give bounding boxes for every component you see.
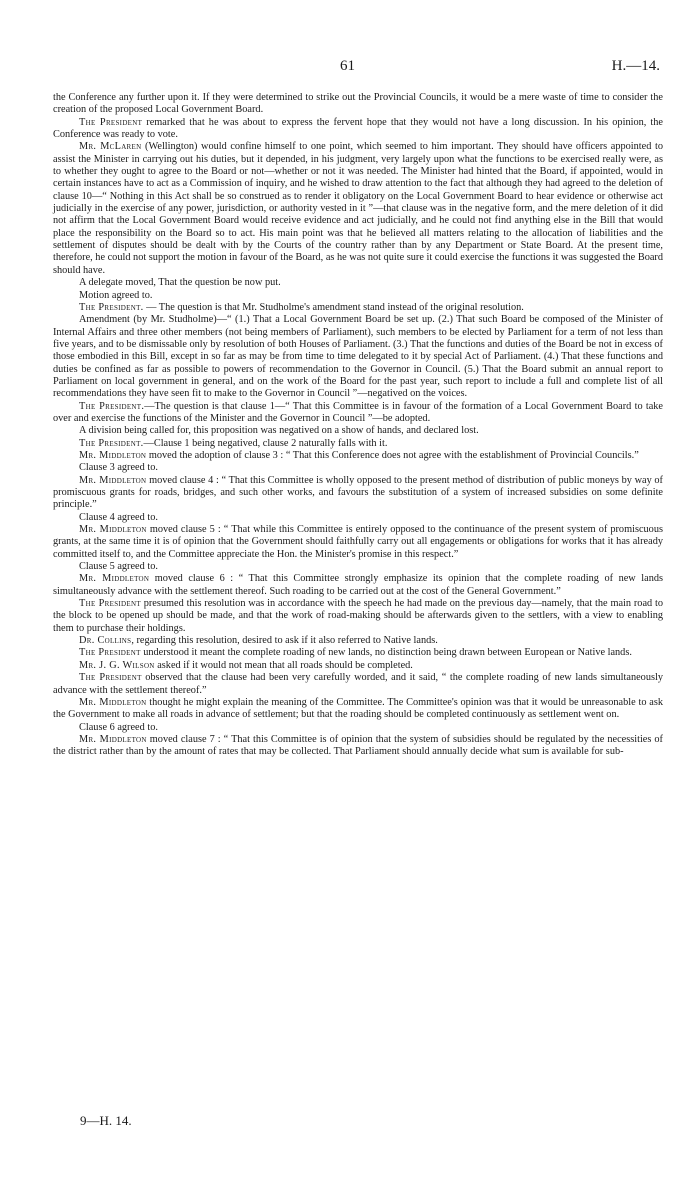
paragraph — [53, 635, 663, 647]
paragraph — [53, 512, 663, 524]
speaker-name: The President — [79, 116, 143, 128]
paragraph-text: the Conference any further upon it. If they were determined to strike out the Provincial Councils, it would be a mere waste of time to consider the creation of the proposed Local Government Board. — [53, 92, 663, 116]
paragraph — [53, 92, 663, 117]
paragraph — [53, 450, 663, 462]
paragraph-text: —Clause 1 being negatived, clause 2 naturally falls with it. — [143, 437, 388, 449]
paragraph-text: moved clause 7 : “ That this Committee is of opinion that the system of subsidies should be regulated by the necessities of the district rather than by the amount of rates that may be collected. That Parliament should annually decide what sum is available for sub- — [53, 733, 663, 758]
paragraph — [53, 475, 663, 512]
speaker-name: The President. — [79, 301, 144, 313]
paragraph — [53, 117, 663, 142]
paragraph — [53, 598, 663, 635]
paragraph — [53, 314, 663, 400]
paragraph — [53, 672, 663, 697]
paragraph — [53, 722, 663, 734]
paragraph-text: —The question is that clause 1—“ That this Committee is in favour of the formation of a Local Government Board to take over and exercise the functions of the Minister and the Governor in Council ”—be adopted. — [53, 400, 663, 424]
paragraph — [53, 462, 663, 474]
paragraph-text: moved clause 6 : “ That this Committee strongly emphasize its opinion that the complete roading of new lands simultaneously advance with the settlement thereof. Such roading to be carried out at the cost of the General Government.” — [53, 573, 663, 597]
page-header — [0, 58, 700, 78]
speaker-name: The President. — [79, 437, 144, 449]
paragraph — [53, 401, 663, 426]
paragraph — [53, 697, 663, 722]
paragraph — [53, 660, 663, 672]
document-reference: H.—14. — [611, 58, 660, 74]
paragraph-text: (Wellington) would confine himself to one point, which seemed to him important. They should have officers appointed to assist the Minister in carrying out his duties, but it depended, in his judgment, very largely upon what the functions to be exercised really were, as to whether they ought to agree to the Board or not—whether or not it was needed. The Minister had hinted that the Board, if appointed, would in certain instances have to act as a Commission of inquiry, and he wished to draw attention to the fact that although they had agreed to the deletion of clause 10—“ Nothing in this Act shall be so construed as to render it obligatory on the Local Government Board to hear evidence or otherwise act judicially in the exercise of any power, jurisdiction, or authority vested in it ”—that clause was in the negative form, and the mere deletion of it did not affirm that the Local Government Board would receive evidence and act judicially, and he could not find anything else in the Bill that would place the responsibility on the Board so to act. His main point was that he believed all matters relating to the allocation of liabilities and the settlement of disputes should be dealt with by the Courts of the country rather than by any Department or State Board. At the present time, therefore, he could not support the motion in favour of the Board, as he was not quite sure it could exercise the functions it was suggested the Board should have. — [53, 141, 663, 276]
speaker-name: The President — [79, 598, 141, 610]
paragraph-text: — The question is that Mr. Studholme's amendment stand instead of the original resolution. — [143, 301, 524, 313]
paragraph — [53, 524, 663, 561]
paragraph — [53, 438, 663, 450]
paragraph-text: understood it meant the complete roading of new lands, no distinction being drawn between European or Native lands. — [140, 647, 632, 659]
paragraph-text: , regarding this resolution, desired to ask if it also referred to Native lands. — [131, 635, 438, 647]
paragraph-text: Clause 5 agreed to. — [79, 561, 158, 573]
paragraph-text: moved clause 5 : “ That while this Committee is entirely opposed to the continuance of the present system of promiscuous grants, at the same time it is of opinion that the Government should faithfully carry out all engagements or obligations for works that it has already committed itself to, and the Committee appreciate the Hon. the Minister's promise in this respect.” — [53, 524, 663, 560]
paragraph-text: A division being called for, this proposition was negatived on a show of hands, and declared lost. — [79, 425, 479, 437]
speaker-name: The President — [79, 647, 141, 659]
paragraph — [53, 290, 663, 302]
paragraph — [53, 647, 663, 659]
paragraph-text: A delegate moved, That the question be now put. — [79, 277, 281, 289]
paragraph — [53, 425, 663, 437]
paragraph — [53, 302, 663, 314]
paragraph-text: Clause 6 agreed to. — [79, 721, 158, 733]
speaker-name: Mr. Middleton — [79, 573, 150, 585]
paragraph-text: observed that the clause had been very carefully worded, and it said, “ the complete roading of new lands simultaneously advance with the settlement thereof.” — [53, 672, 663, 696]
speaker-name: The President — [79, 672, 142, 684]
paragraph-text: remarked that he was about to express the fervent hope that they would not have a long discussion. In his opinion, the Conference was ready to vote. — [53, 116, 663, 141]
page-number: 61 — [340, 58, 355, 74]
speaker-name: Dr. Collins — [79, 635, 132, 647]
speaker-name: Mr. Middleton — [79, 524, 147, 536]
paragraph-text: Clause 3 agreed to. — [79, 462, 158, 474]
paragraph — [53, 734, 663, 759]
speaker-name: Mr. Middleton — [79, 474, 147, 486]
printer-signature: 9—H. 14. — [80, 1113, 132, 1128]
paragraph — [53, 573, 663, 598]
paragraph — [53, 141, 663, 277]
paragraph — [53, 561, 663, 573]
paragraph — [53, 277, 663, 289]
paragraph-text: Clause 4 agreed to. — [79, 511, 158, 523]
speaker-name: Mr. Middleton — [79, 449, 147, 461]
paragraph-text: asked if it would not mean that all roads should be completed. — [154, 659, 413, 671]
paragraph-text: thought he might explain the meaning of the Committee. The Committee's opinion was that it would be unreasonable to ask the Government to make all roads in advance of settlement; but that the roading should be completed continuously as settlement went on. — [53, 696, 663, 721]
speaker-name: Mr. Middleton — [79, 696, 147, 708]
speaker-name: Mr. Middleton — [79, 733, 147, 745]
paragraph-text: moved the adoption of clause 3 : “ That this Conference does not agree with the establishment of Provincial Councils.” — [146, 449, 639, 461]
paragraph-text: Amendment (by Mr. Studholme)—“ (1.) That a Local Government Board be set up. (2.) That such Board be composed of the Minister of Internal Affairs and three other members (not being members of Parliament), such members to be elected by Parliament for a term of not less than five years, and to be dismissable only by resolution of both Houses of Parliament. (3.) That the functions and duties of the Board be not in excess of those embodied in this Bill, except in so far as may be from time to time delegated to it by special Act of Parliament. (4.) That these functions and duties be confined as far as possible to powers of recommendation to the Governor in Council. (5.) That the Board submit an annual report to Parliament on local government in general, and on the work of the Board for the past year, such report to include a full and complete list of all recommendations they have seen fit to make to the Governor in Council ”—negatived on the voices. — [53, 314, 663, 400]
speaker-name: The President. — [79, 400, 145, 412]
paragraph-text: presumed this resolution was in accordance with the speech he had made on the previous day—namely, that the main road to the block to be opened up should be made, and that the work of road-making should be afterwards given to the settlers, with a view to enabling them to purchase their holdings. — [53, 598, 663, 634]
document-body — [53, 92, 663, 759]
speaker-name: Mr. J. G. Wilson — [79, 659, 155, 671]
paragraph-text: moved clause 4 : “ That this Committee is wholly opposed to the present method of distribution of public moneys by way of promiscuous grants for roads, bridges, and such other works, and favours the substitution of a system of increased subsidies on some definite principle.” — [53, 474, 663, 511]
speaker-name: Mr. McLaren — [79, 141, 142, 153]
paragraph-text: Motion agreed to. — [79, 289, 153, 301]
